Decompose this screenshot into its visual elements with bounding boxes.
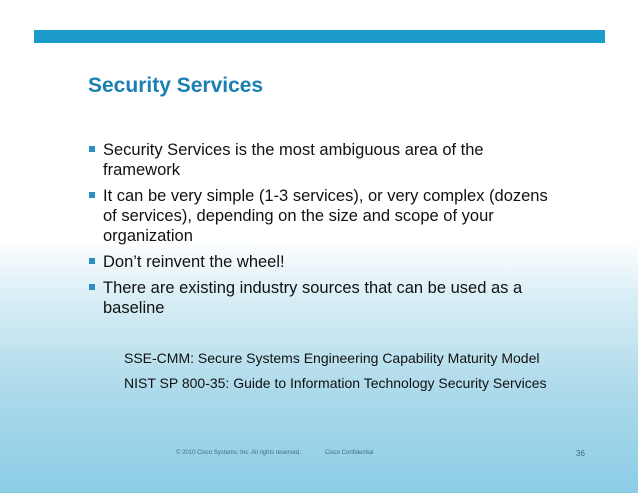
bullet-text: Don’t reinvent the wheel! xyxy=(103,253,285,271)
square-bullet-icon xyxy=(89,258,95,264)
square-bullet-icon xyxy=(89,192,95,198)
top-accent-bar xyxy=(34,30,605,43)
square-bullet-icon xyxy=(89,284,95,290)
bullet-item xyxy=(88,140,558,180)
bullet-item xyxy=(88,252,558,272)
footer-copyright: © 2010 Cisco Systems, Inc. All rights reserved. xyxy=(176,450,301,456)
footer-confidential: Cisco Confidential xyxy=(325,450,374,456)
bullet-text: It can be very simple (1-3 services), or very complex (dozens of services), depending on the size and scope of your organization xyxy=(103,187,548,245)
bullet-item xyxy=(88,186,558,246)
slide-title: Security Services xyxy=(88,74,264,97)
sub-item: NIST SP 800-35: Guide to Information Technology Security Services xyxy=(124,375,547,391)
sub-item-list xyxy=(124,350,564,400)
sub-item: SSE-CMM: Secure Systems Engineering Capability Maturity Model xyxy=(124,350,540,366)
bullet-text: There are existing industry sources that can be used as a baseline xyxy=(103,279,523,317)
bullet-item xyxy=(88,278,558,318)
bullet-list xyxy=(88,140,558,324)
bullet-text: Security Services is the most ambiguous area of the framework xyxy=(103,141,484,179)
page-number: 36 xyxy=(576,449,585,458)
square-bullet-icon xyxy=(89,146,95,152)
